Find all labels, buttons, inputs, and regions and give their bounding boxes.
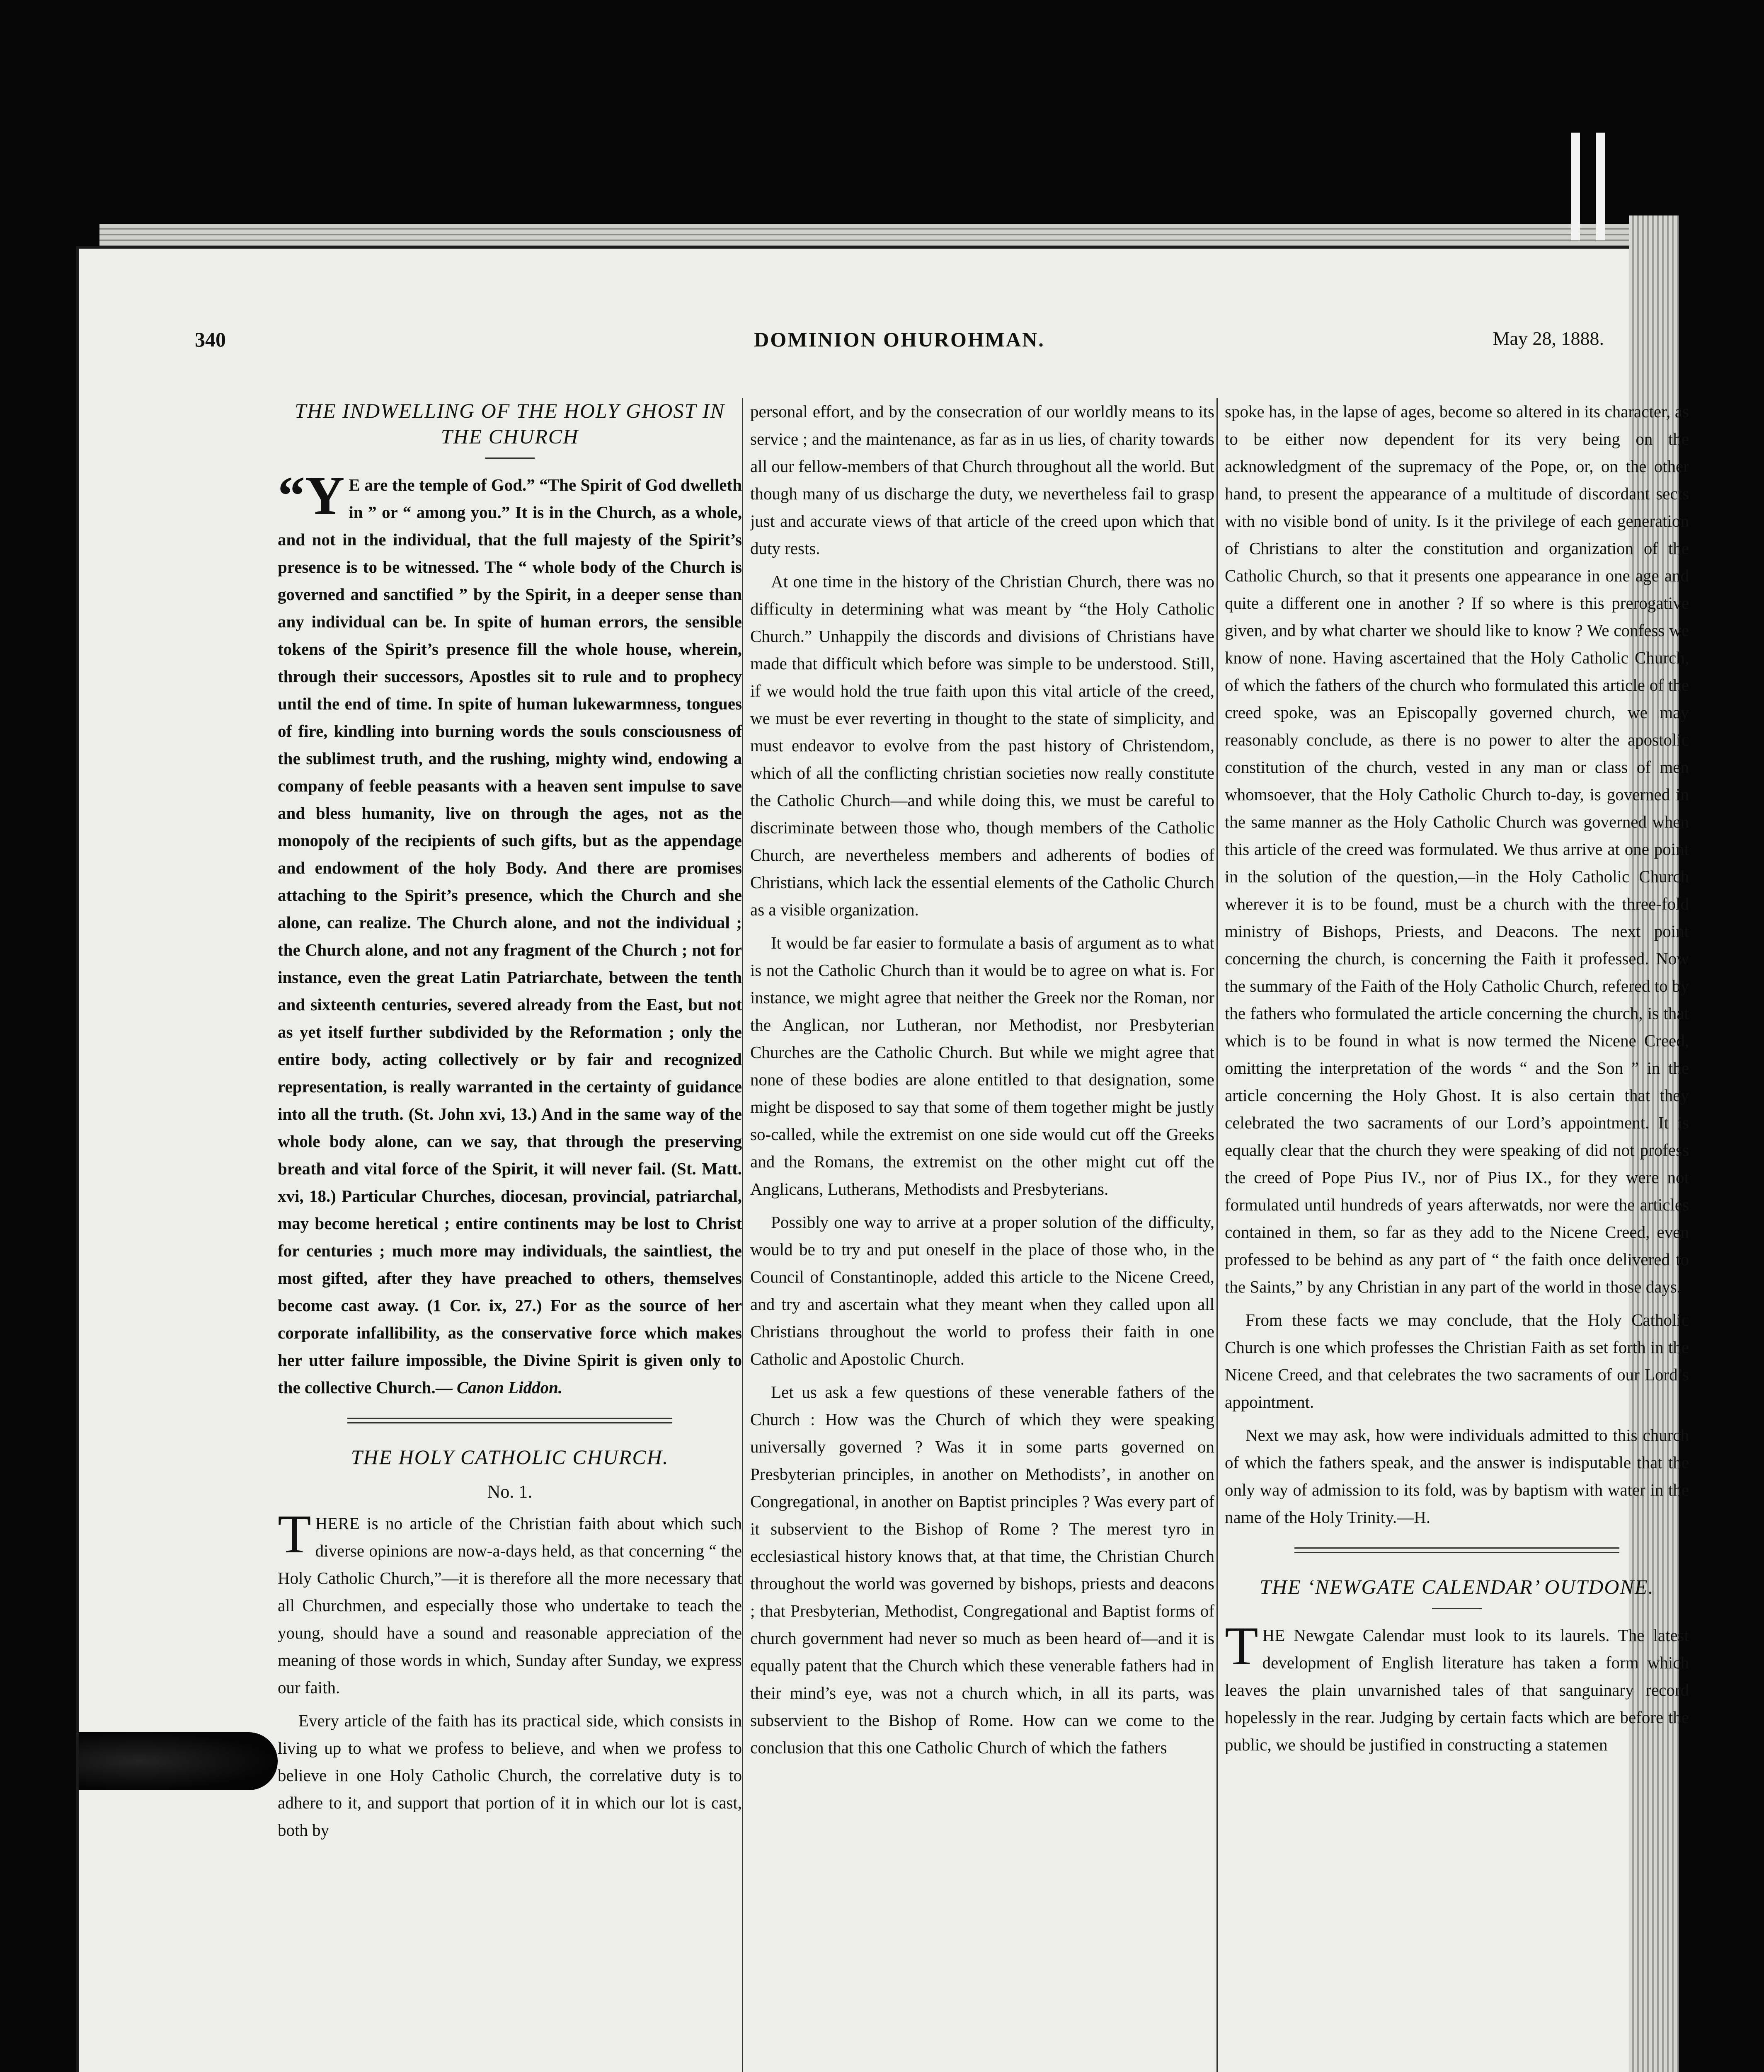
- column-1: [278, 398, 742, 2072]
- article-paragraph: It would be far easier to formulate a basis of argument as to what is not the Catholic Church than it would be to agree on what is. For instance, we might agree that neither the Greek nor the Roman, nor the Anglican, nor Lutheran, nor Methodist, nor Presbyterian Churches are the Catholic Church. But while we might agree that none of these bodies are alone entitled to that designation, some might be disposed to say that some of them together might be justly so-called, while the extremist on one side would cut off the Greeks and the Romans, the extremist on the other might cut off the Anglicans, Lutherans, Methodists and Presbyterians.: [750, 933, 1214, 1198]
- page-header: [195, 327, 1604, 356]
- article-paragraph: [1225, 1615, 1689, 1758]
- title-rule: [485, 457, 535, 459]
- article-text: E are the temple of God.” “The Spirit of God dwelleth in ” or “ among you.” It is in the Church, as a whole, and not in the individual, that the full majesty of the Spirit’s presence is to be witnessed. The “ whole body of the Church is governed and sanctified ” by the Spirit, in a deeper sense than any individual can be. In spite of human errors, the sensible tokens of the Spirit’s presence fill the whole house, wherein, through their successors, Apostles sit to rule and to prophecy until the end of time. In spite of human lukewarmness, tongues of fire, kindling into burning words the souls consciousness of the sublimest truth, and the rushing, mighty wind, endowing a company of feeble peasants with a heaven sent impulse to save and bless humanity, live on through the ages, not as the monopoly of the recipients of such gifts, but as the appendage and endowment of the holy Body. And there are promises attaching to the Spirit’s presence, which the Church and she alone, can realize. The Church alone, and not the individual ; the Church alone, and not any fragment of the Church ; not for instance, even the great Latin Patriarchate, between the tenth and sixteenth centuries, severed already from the East, but not as yet itself further subdivided by the Reformation ; only the entire body, acting collectively or by fair and recognized representation, is really warranted in the certainty of guidance into all the truth. (St. John xvi, 13.) And in the same way of the whole body alone, can we say, that through the preserving breath and vital force of the Spirit, it will never fail. (St. Matt. xvi, 18.) Particular Churches, diocesan, provincial, patriarchal, may become heretical ; entire continents may be lost to Christ for centuries ; much more may individuals, the saintliest, the most gifted, after they have preached to others, themselves become cast away. (1 Cor. ix, 27.) For as the source of her corporate infallibility, as the conservative force which makes her utter failure impossible, the Divine Spirit is given only to the collective Church.—: [278, 475, 742, 1397]
- article-paragraph: At one time in the history of the Christian Church, there was no difficulty in determining what was meant by “the Holy Catholic Church.” Unhappily the discords and divisions of Christians have made that difficult which before was simple to be understood. Still, if we would hold the true faith upon this vital article of the creed, we must be ever reverting in thought to the state of simplicity, and must endeavor to evolve from the past history of Christendom, which of all the conflicting christian societies now really constitute the Catholic Church—and while doing this, we must be careful to discriminate between those who, though members of the Catholic Church, are nevertheless members and adherents of bodies of Christians, which lack the essential elements of the Catholic Church as a visible organization.: [750, 572, 1214, 919]
- binder-clip-top-right: [1596, 133, 1605, 240]
- article-paragraph: Every article of the faith has its practical side, which consists in living up to what we profess to believe, and when we profess to believe in one Holy Catholic Church, the correlative duty is to adhere to it, and support that portion of it in which our lot is cast, both by: [278, 1711, 742, 1840]
- article-separator: [1294, 1547, 1619, 1553]
- column-2: [750, 398, 1214, 2072]
- article-signature: Canon Liddon.: [456, 1378, 563, 1397]
- article-body-indwelling: [278, 465, 742, 1401]
- article-number: No. 1.: [487, 1481, 533, 1502]
- journal-title: DOMINION OHUROHMAN.: [754, 328, 1045, 351]
- article-paragraph: spoke has, in the lapse of ages, become so altered in its character, as to be either now dependent for its very being on the acknowledgment of the supremacy of the Pope, or, on the other hand, to present the appearance of a multitude of discordant sects with no visible bond of unity. Is it the privilege of each generation of Christians to alter the constitution and organization of the Catholic Church, so that it presents one appearance in one age and quite a different one in another ? If so where is this prerogative given, and by what charter we should like to know ? We confess we know of none. Having ascertained that the Holy Catholic Church, of which the fathers of the church who formulated this article of the creed spoke, was an Episcopally governed church, we may reasonably conclude, as there is no power to alter the apostolic constitution of the church, vested in any man or class of men whomsoever, that the Holy Catholic Church to-day, is governed in the same manner as the Holy Catholic Church was governed when this article of the creed was formulated. We thus arrive at one point in the solution of the question,—in the Holy Catholic Church wherever it is to be found, must be a church with the three-fold ministry of Bishops, Priests, and Deacons. The next point concerning the church, is concerning the Faith it professed. Now the summary of the Faith of the Holy Catholic Church, refered to by the fathers who formulated the article concerning the church, is that which is to be found in what is now termed the Nicene Creed, omitting the interpretation of the words “ and the Son ” in the article concerning the Holy Ghost. It is also certain that they celebrated the two sacraments of our Lord’s appointment. It is equally clear that the church they were speaking of did not profess the creed of Pope Pius IV., nor of Pius IX., for they were not formulated until hundreds of years afterwatds, nor were the articles contained in them, so far as they add to the Nicene Creed, even professed to be behind as any part of “ the faith once delivered to the Saints,” by any Christian in any part of the world in those days.: [1225, 402, 1689, 1296]
- article-title-newgate: THE ‘NEWGATE CALENDAR’ OUTDONE.: [1260, 1575, 1654, 1598]
- article-paragraph: From these facts we may conclude, that the Holy Catholic Church is one which professes the Christian Faith as set forth in the Nicene Creed, and that celebrates the two sacraments of our Lord’s appointment.: [1225, 1310, 1689, 1411]
- article-paragraph: personal effort, and by the consecration of our worldly means to its service ; and the maintenance, as far as in us lies, of charity towards all our fellow-members of that Church throughout all the world. But though many of us discharge the duty, we nevertheless fail to grasp just and accurate views of that article of the creed upon which that duty rests.: [750, 402, 1214, 558]
- article-title-holy-catholic: THE HOLY CATHOLIC CHURCH.: [351, 1445, 669, 1469]
- article-title-indwelling: THE INDWELLING OF THE HOLY GHOST IN THE CHURCH: [295, 399, 725, 448]
- article-paragraph: Next we may ask, how were individuals admitted to this church of which the fathers speak, and the answer is indisputable that the only way of admission to its fold, was by baptism with water in the name of the Holy Trinity.—H.: [1225, 1426, 1689, 1527]
- column-rule-2: [1216, 398, 1218, 2072]
- binder-clip-top-left: [1571, 133, 1580, 240]
- dropcap: T: [1225, 1615, 1258, 1676]
- dropcap: T: [278, 1503, 311, 1564]
- article-separator: [347, 1418, 672, 1423]
- column-3: [1225, 398, 1689, 2072]
- title-rule: [1432, 1608, 1482, 1609]
- column-rule-1: [742, 398, 743, 2072]
- article-text: HERE is no article of the Christian faith about which such diverse opinions are now-a-days held, as that concerning “ the Holy Catholic Church,”—it is therefore all the more necessary that all Churchmen, and especially those who undertake to teach the young, should have a sound and reasonable appreciation of the meaning of those words in which, Sunday after Sunday, we express our faith.: [278, 1514, 742, 1697]
- issue-date: May 28, 1888.: [1493, 328, 1604, 349]
- thumb-shadow: [79, 1732, 278, 1790]
- article-paragraph: Possibly one way to arrive at a proper solution of the difficulty, would be to try and put oneself in the place of those who, in the Council of Constantinople, added this article to the Nicene Creed, and try and ascertain what they meant when they called upon all Christians throughout the world to profess their faith in one Catholic and Apostolic Church.: [750, 1213, 1214, 1368]
- article-paragraph: [278, 1503, 742, 1701]
- page-number: 340: [195, 328, 226, 351]
- article-text: HE Newgate Calendar must look to its laurels. The latest development of English literature has taken a form which leaves the plain unvarnished tales of that sanguinary record hopelessly in the rear. Judging by certain facts which are before the public, we should be justified in constructing a statemen: [1225, 1626, 1689, 1754]
- article-paragraph: Let us ask a few questions of these venerable fathers of the Church : How was the Church of which they were speaking universally governed ? Was it in some parts governed on Presbyterian principles, in another on Methodists’, in another on Congregational, in another on Baptist principles ? Was every part of it subservient to the Bishop of Rome ? The merest tyro in ecclesiastical history knows that, at that time, the Christian Church throughout the world was governed by bishops, priests and deacons ; that Presbyterian, Methodist, Congregational and Baptist forms of church government had never so much as been heard of—and it is equally patent that the Church which these venerable fathers had in their mind’s eye, was not a church which, in all its parts, was subservient to the Bishop of Rome. How can we come to the conclusion that this one Catholic Church of which the fathers: [750, 1382, 1214, 1757]
- dropcap: “Y: [278, 465, 345, 526]
